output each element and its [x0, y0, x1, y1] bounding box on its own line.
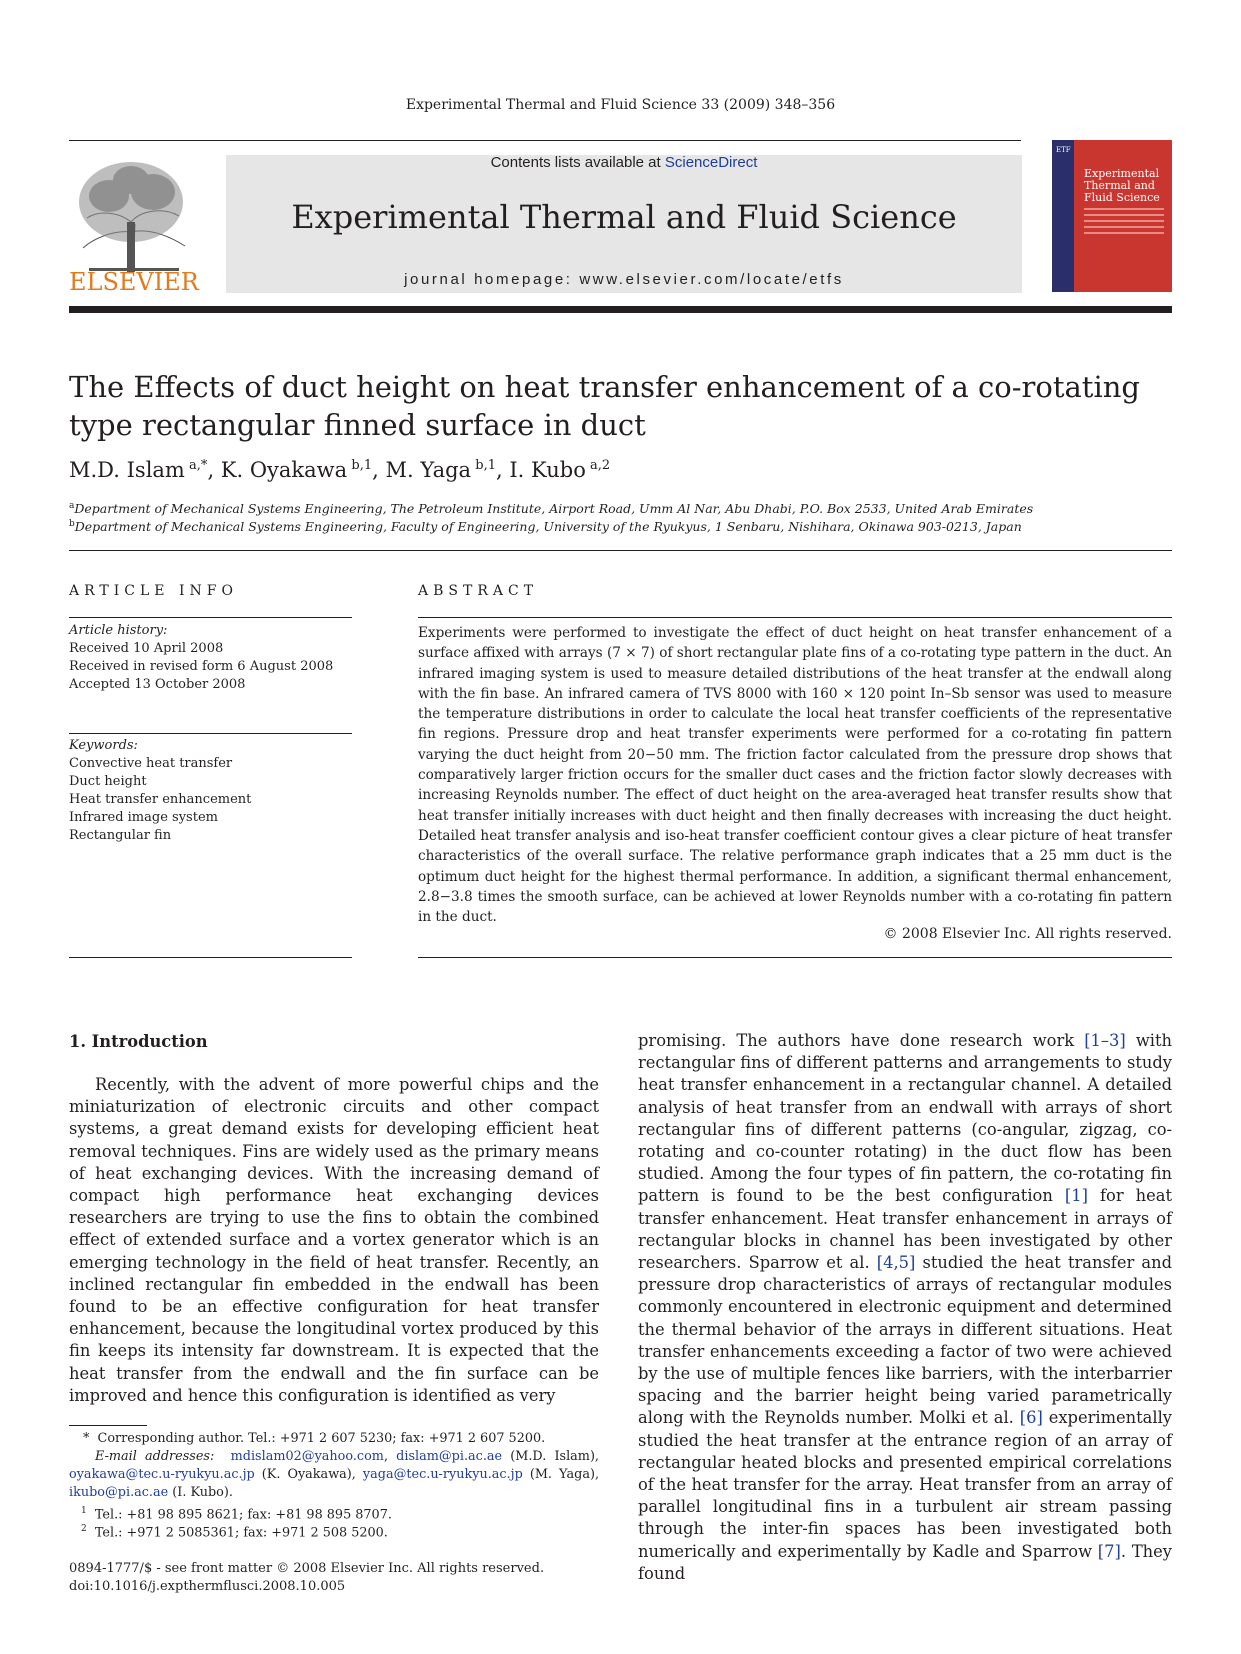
abstract-rule [418, 617, 1172, 618]
email-link[interactable]: oyakawa@tec.u-ryukyu.ac.jp [69, 1467, 255, 1482]
body-text: for heat transfer enhancement. Heat transfer enhancement in arrays of rectangular blocks in channel has been investigated by other researchers. Sparrow et al. [638, 1186, 1172, 1273]
email-link[interactable]: dislam@pi.ac.ae [396, 1449, 503, 1464]
body-text: studied the heat transfer and pressure drop characteristics of arrays of rectangular modules commonly encountered in electronic equipment and determined the thermal behavior of the arrays in different situations. Heat transfer enhancements exceeding a factor of two were achieved by the use of multiple fences like barriers, with the interbarrier spacing and the barrier height being varied parametrically along with the Reynolds number. Molki et al. [638, 1253, 1172, 1428]
header-thick-rule [69, 306, 1172, 313]
body-text-right-column [638, 1030, 1172, 1585]
journal-name: Experimental Thermal and Fluid Science [291, 198, 957, 236]
keywords-label: Keywords: [69, 738, 138, 753]
article-info-heading: ARTICLE INFO [69, 583, 238, 599]
article-title: The Effects of duct height on heat transfer enhancement of a co-rotating type rectangular finned surface in duct [69, 370, 1140, 442]
author-name[interactable]: M.D. Islam [69, 458, 185, 482]
footnote-text: Corresponding author. Tel.: +971 2 607 5230; fax: +971 2 607 5200. [97, 1431, 546, 1446]
footnote-text: Tel.: +81 98 895 8621; fax: +81 98 895 8707. [94, 1507, 392, 1523]
journal-cover-thumbnail [1052, 140, 1172, 292]
separator: , [383, 1449, 397, 1464]
footnote-text: Tel.: +971 2 5085361; fax: +971 2 508 5200. [94, 1525, 388, 1541]
author-affil-mark: b,1 [475, 458, 496, 473]
article-history [69, 622, 352, 694]
email-owner: (K. Oyakawa), [254, 1467, 363, 1482]
email-link[interactable]: ikubo@pi.ac.ae [69, 1485, 169, 1500]
affiliation-text: Department of Mechanical Systems Engineering, The Petroleum Institute, Airport Road, Umm Al Nar, Abu Dhabi, P.O. Box 2533, United Arab Emirates [74, 501, 1034, 517]
affiliation-rule [69, 550, 1172, 551]
email-owner: (I. Kubo). [168, 1485, 233, 1500]
author-list: M.D. Islam $^{a,*}$, K. Oyakawa $^{b,1}$, M. Yaga $^{b,1}$, I. Kubo $^{a,2}$ [69, 458, 611, 482]
doi-line[interactable]: doi:10.1016/j.expthermflusci.2008.10.005 [69, 1579, 346, 1594]
affiliation-mark: b [69, 519, 75, 529]
history-item: Received in revised form 6 August 2008 [69, 659, 334, 674]
body-text: experimentally studied the heat transfer at the entrance region of an array of rectangular heated blocks and presented empirical correlations of the heat transfer for the array. Heat transfer from an array of parallel longitudinal fins in a turbulent air stream passing through the inter-fin spaces has been investigated both numerically and experimentally by Kadle and Sparrow [638, 1408, 1172, 1561]
email-link[interactable]: mdislam02@yahoo.com [230, 1449, 384, 1464]
author-affil-mark: a,2 [590, 458, 611, 473]
affiliation-text: Department of Mechanical Systems Engineering, Faculty of Engineering, University of the Ryukyus, 1 Senbaru, Nishihara, Okinawa 903-0213, Japan [74, 519, 1022, 535]
body-text: promising. The authors have done research work [638, 1031, 1085, 1050]
affiliation-mark: a [69, 501, 75, 511]
history-item: Accepted 13 October 2008 [69, 677, 246, 692]
info-rule [69, 957, 352, 958]
reference-link[interactable]: [6] [1019, 1408, 1043, 1428]
author-name[interactable]: M. Yaga [385, 458, 472, 482]
issn-line: 0894-1777/$ - see front matter © 2008 Elsevier Inc. All rights reserved. [69, 1561, 545, 1576]
author-name[interactable]: I. Kubo [509, 458, 586, 482]
abstract-rule [418, 957, 1172, 958]
journal-homepage-link[interactable]: journal homepage: www.elsevier.com/locate/etfs [404, 271, 844, 288]
footnote-emails [69, 1448, 599, 1502]
author-affil-mark: a,* [189, 458, 208, 473]
email-label: E-mail addresses: [95, 1449, 215, 1464]
keyword: Convective heat transfer [69, 756, 233, 771]
footnote-2 [69, 1520, 599, 1542]
email-owner: (M.D. Islam), [502, 1449, 600, 1464]
reference-link[interactable]: [4,5] [876, 1253, 916, 1273]
info-rule [69, 733, 352, 734]
author-name[interactable]: K. Oyakawa [220, 458, 348, 482]
footnote-rule [69, 1425, 147, 1426]
sciencedirect-link[interactable]: ScienceDirect [664, 154, 758, 171]
affiliation-b [69, 519, 1172, 534]
journal-citation: Experimental Thermal and Fluid Science 33 (2009) 348–356 [405, 97, 836, 113]
footnote-mark: 2 [81, 1524, 87, 1534]
section-heading-introduction: 1. Introduction [69, 1032, 208, 1051]
affiliation-a [69, 501, 1172, 516]
front-matter-notice [69, 1560, 544, 1596]
footnote-mark: * [83, 1431, 90, 1446]
email-link[interactable]: yaga@tec.u-ryukyu.ac.jp [362, 1467, 523, 1482]
footnote-mark: 1 [81, 1506, 87, 1516]
keyword: Heat transfer enhancement [69, 792, 252, 807]
history-item: Received 10 April 2008 [69, 641, 224, 656]
publisher-wordmark: ELSEVIER [69, 268, 199, 296]
info-rule [69, 617, 352, 618]
reference-link[interactable]: [1–3] [1084, 1031, 1126, 1050]
keyword: Infrared image system [69, 810, 218, 825]
keyword: Rectangular fin [69, 828, 172, 843]
abstract-heading: ABSTRACT [418, 583, 539, 599]
abstract-text: Experiments were performed to investigate the effect of duct height on heat transfer enhancement of a surface affixed with arrays (7 × 7) of short rectangular plate fins of a co-rotating type pattern in the duct. An infrared imaging system is used to measure detailed distributions of the heat transfer at the endwall along with the fin base. An infrared camera of TVS 8000 with 160 × 120 point In–Sb sensor was used to measure the temperature distributions in order to calculate the local heat transfer coefficients of the representative fin regions. Pressure drop and heat transfer experiments were performed for a co-rotating fin pattern varying the duct height from 20−50 mm. The friction factor calculated from the pressure drop shows that comparatively larger friction occurs for the smaller duct cases and the friction factor slowly decreases with increasing Reynolds number. The effect of duct height on the area-averaged heat transfer results show that heat transfer initially increases with duct height and then finally decreases with increasing the duct height. Detailed heat transfer analysis and iso-heat transfer coefficient contour gives a clear picture of heat transfer characteristics of the overall surface. The relative performance graph indicates that a 25 mm duct is the optimum duct height for the highest thermal performance. In addition, a significant thermal enhancement, 2.8−3.8 times the smooth surface, can be achieved at lower Reynolds number with a co-rotating fin pattern in the duct. [418, 625, 1172, 926]
author-affil-mark: b,1 [351, 458, 373, 473]
body-text: with rectangular fins of different patterns and arrangements to study heat transfer enhancement in a rectangular channel. A detailed analysis of heat transfer from an endwall with arrays of short rectangular fins of different patterns (co-angular, zigzag, co-rotating and co-counter rotating) in the duct flow has been studied. Among the four types of fin pattern, the co-rotating fin pattern is found to be the best configuration [638, 1031, 1172, 1206]
footnote-corresponding-author [69, 1430, 599, 1448]
reference-link[interactable]: [1] [1064, 1186, 1088, 1206]
contents-line [226, 154, 1022, 171]
reference-link[interactable]: [7] [1097, 1541, 1121, 1561]
body-text: . They found [638, 1541, 1172, 1583]
contents-prefix: Contents lists available at [490, 154, 661, 171]
abstract-copyright: © 2008 Elsevier Inc. All rights reserved. [883, 926, 1172, 942]
cover-spine [1052, 140, 1074, 292]
keyword: Duct height [69, 774, 147, 789]
cover-text-lines [1084, 208, 1164, 238]
header-rule [69, 140, 1021, 141]
email-owner: (M. Yaga), [522, 1467, 600, 1482]
cover-title: Experimental Thermal and Fluid Science [1084, 167, 1160, 204]
cover-badge: ETF [1056, 146, 1071, 154]
keywords-block [69, 737, 352, 845]
history-label: Article history: [69, 623, 168, 638]
body-text-left-column: Recently, with the advent of more powerful chips and the miniaturization of electronic circuits and other compact systems, a great demand exists for developing efficient heat removal techniques. Fins are widely used as the primary means of heat exchanging devices. With the increasing demand of compact high performance heat exchanging devices researchers are trying to use the fins to obtain the combined effect of extended surface and a vortex generator which is an emerging technology in the field of heat transfer. Recently, an inclined rectangular fin embedded in the endwall has been found to be an effective configuration for heat transfer enhancement, because the longitudinal vortex produced by this fin keeps its intensity far downstream. It is expected that the heat transfer from the endwall and the fin surface can be improved and hence this configuration is identified as very [69, 1075, 599, 1405]
